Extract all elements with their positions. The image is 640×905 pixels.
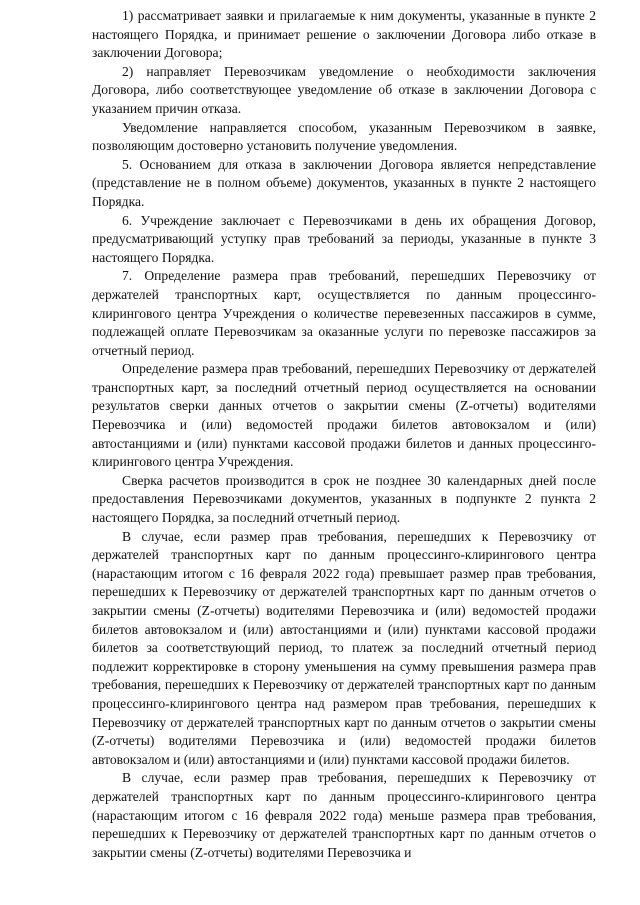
paragraph-clause-5: 5. Основанием для отказа в заключении Договора является непредставление (представление не в полном объеме) документов, указанных в пункте 2 настоящего Порядка.: [92, 156, 596, 209]
paragraph-last-period: Определение размера прав требований, перешедших Перевозчику от держателей транспортных карт, за последний отчетный период осуществляется на основании результатов сверки данных отчетов о закрытии смены (Z-отчеты) водителями Перевозчика и (или) ведомостей продажи билетов автовокзалом и (или) автостанциями и (или) пунктами кассовой продажи билетов и данных процессинго-клирингового центра Учреждения.: [92, 361, 596, 470]
paragraph-reconciliation: Сверка расчетов производится в срок не позднее 30 календарных дней после предоставления Перевозчиками документов, указанных в подпункте 2 пункта 2 настоящего Порядка, за последний отчетный период.: [92, 472, 596, 526]
paragraph-clause-6: 6. Учреждение заключает с Перевозчиками в день их обращения Договор, предусматривающий уступку прав требований за периоды, указанные в пункте 3 настоящего Порядка.: [92, 212, 596, 265]
document-body: [92, 0, 596, 862]
paragraph-notification-method: Уведомление направляется способом, указанным Перевозчиком в заявке, позволяющим достоверно установить получение уведомления.: [92, 119, 596, 154]
paragraph-clause-7: 7. Определение размера прав требований, перешедших Перевозчику от держателей транспортных карт, осуществляется по данным процессинго-клирингового центра Учреждения о количестве перевезенных пассажиров в сумме, подлежащей оплате Перевозчикам за оказанные услуги по перевозке пассажиров за отчетный период.: [92, 268, 596, 358]
paragraph-excess-case: В случае, если размер прав требования, перешедших к Перевозчику от держателей транспортных карт по данным процессинго-клирингового центра (нарастающим итогом с 16 февраля 2022 года) превышает размер прав требования, перешедших к Перевозчику от держателей транспортных карт по данным отчетов о закрытии смены (Z-отчеты) водителями Перевозчика и (или) ведомостей продажи билетов автовокзалом и (или) автостанциями и (или) пунктами кассовой продажи билетов за соответствующий период, то платеж за последний отчетный период подлежит корректировке в сторону уменьшения на сумму превышения размера прав требования, перешедших к Перевозчику от держателей транспортных карт по данным процессинго-клирингового центра над размером прав требования, перешедших к Перевозчику от держателей транспортных карт по данным отчетов о закрытии смены (Z-отчеты) водителями Перевозчика и (или) ведомостей продажи билетов автовокзалом и (или) автостанциями и (или) пунктами кассовой продажи билетов.: [92, 528, 596, 767]
paragraph-shortfall-case: В случае, если размер прав требования, перешедших к Перевозчику от держателей транспортных карт по данным процессинго-клирингового центра (нарастающим итогом с 16 февраля 2022 года) меньше размера прав требования, перешедших к Перевозчику от держателей транспортных карт по данным отчетов о закрытии смены (Z-отчеты) водителями Перевозчика и: [92, 770, 596, 860]
paragraph-2-notification: 2) направляет Перевозчикам уведомление о необходимости заключения Договора, либо соответствующее уведомление об отказе в заключении Договора с указанием причин отказа.: [92, 63, 596, 116]
paragraph-1-review: 1) рассматривает заявки и прилагаемые к ним документы, указанные в пункте 2 настоящего Порядка, и принимает решение о заключении Договора либо отказе в заключении Договора;: [92, 8, 596, 61]
